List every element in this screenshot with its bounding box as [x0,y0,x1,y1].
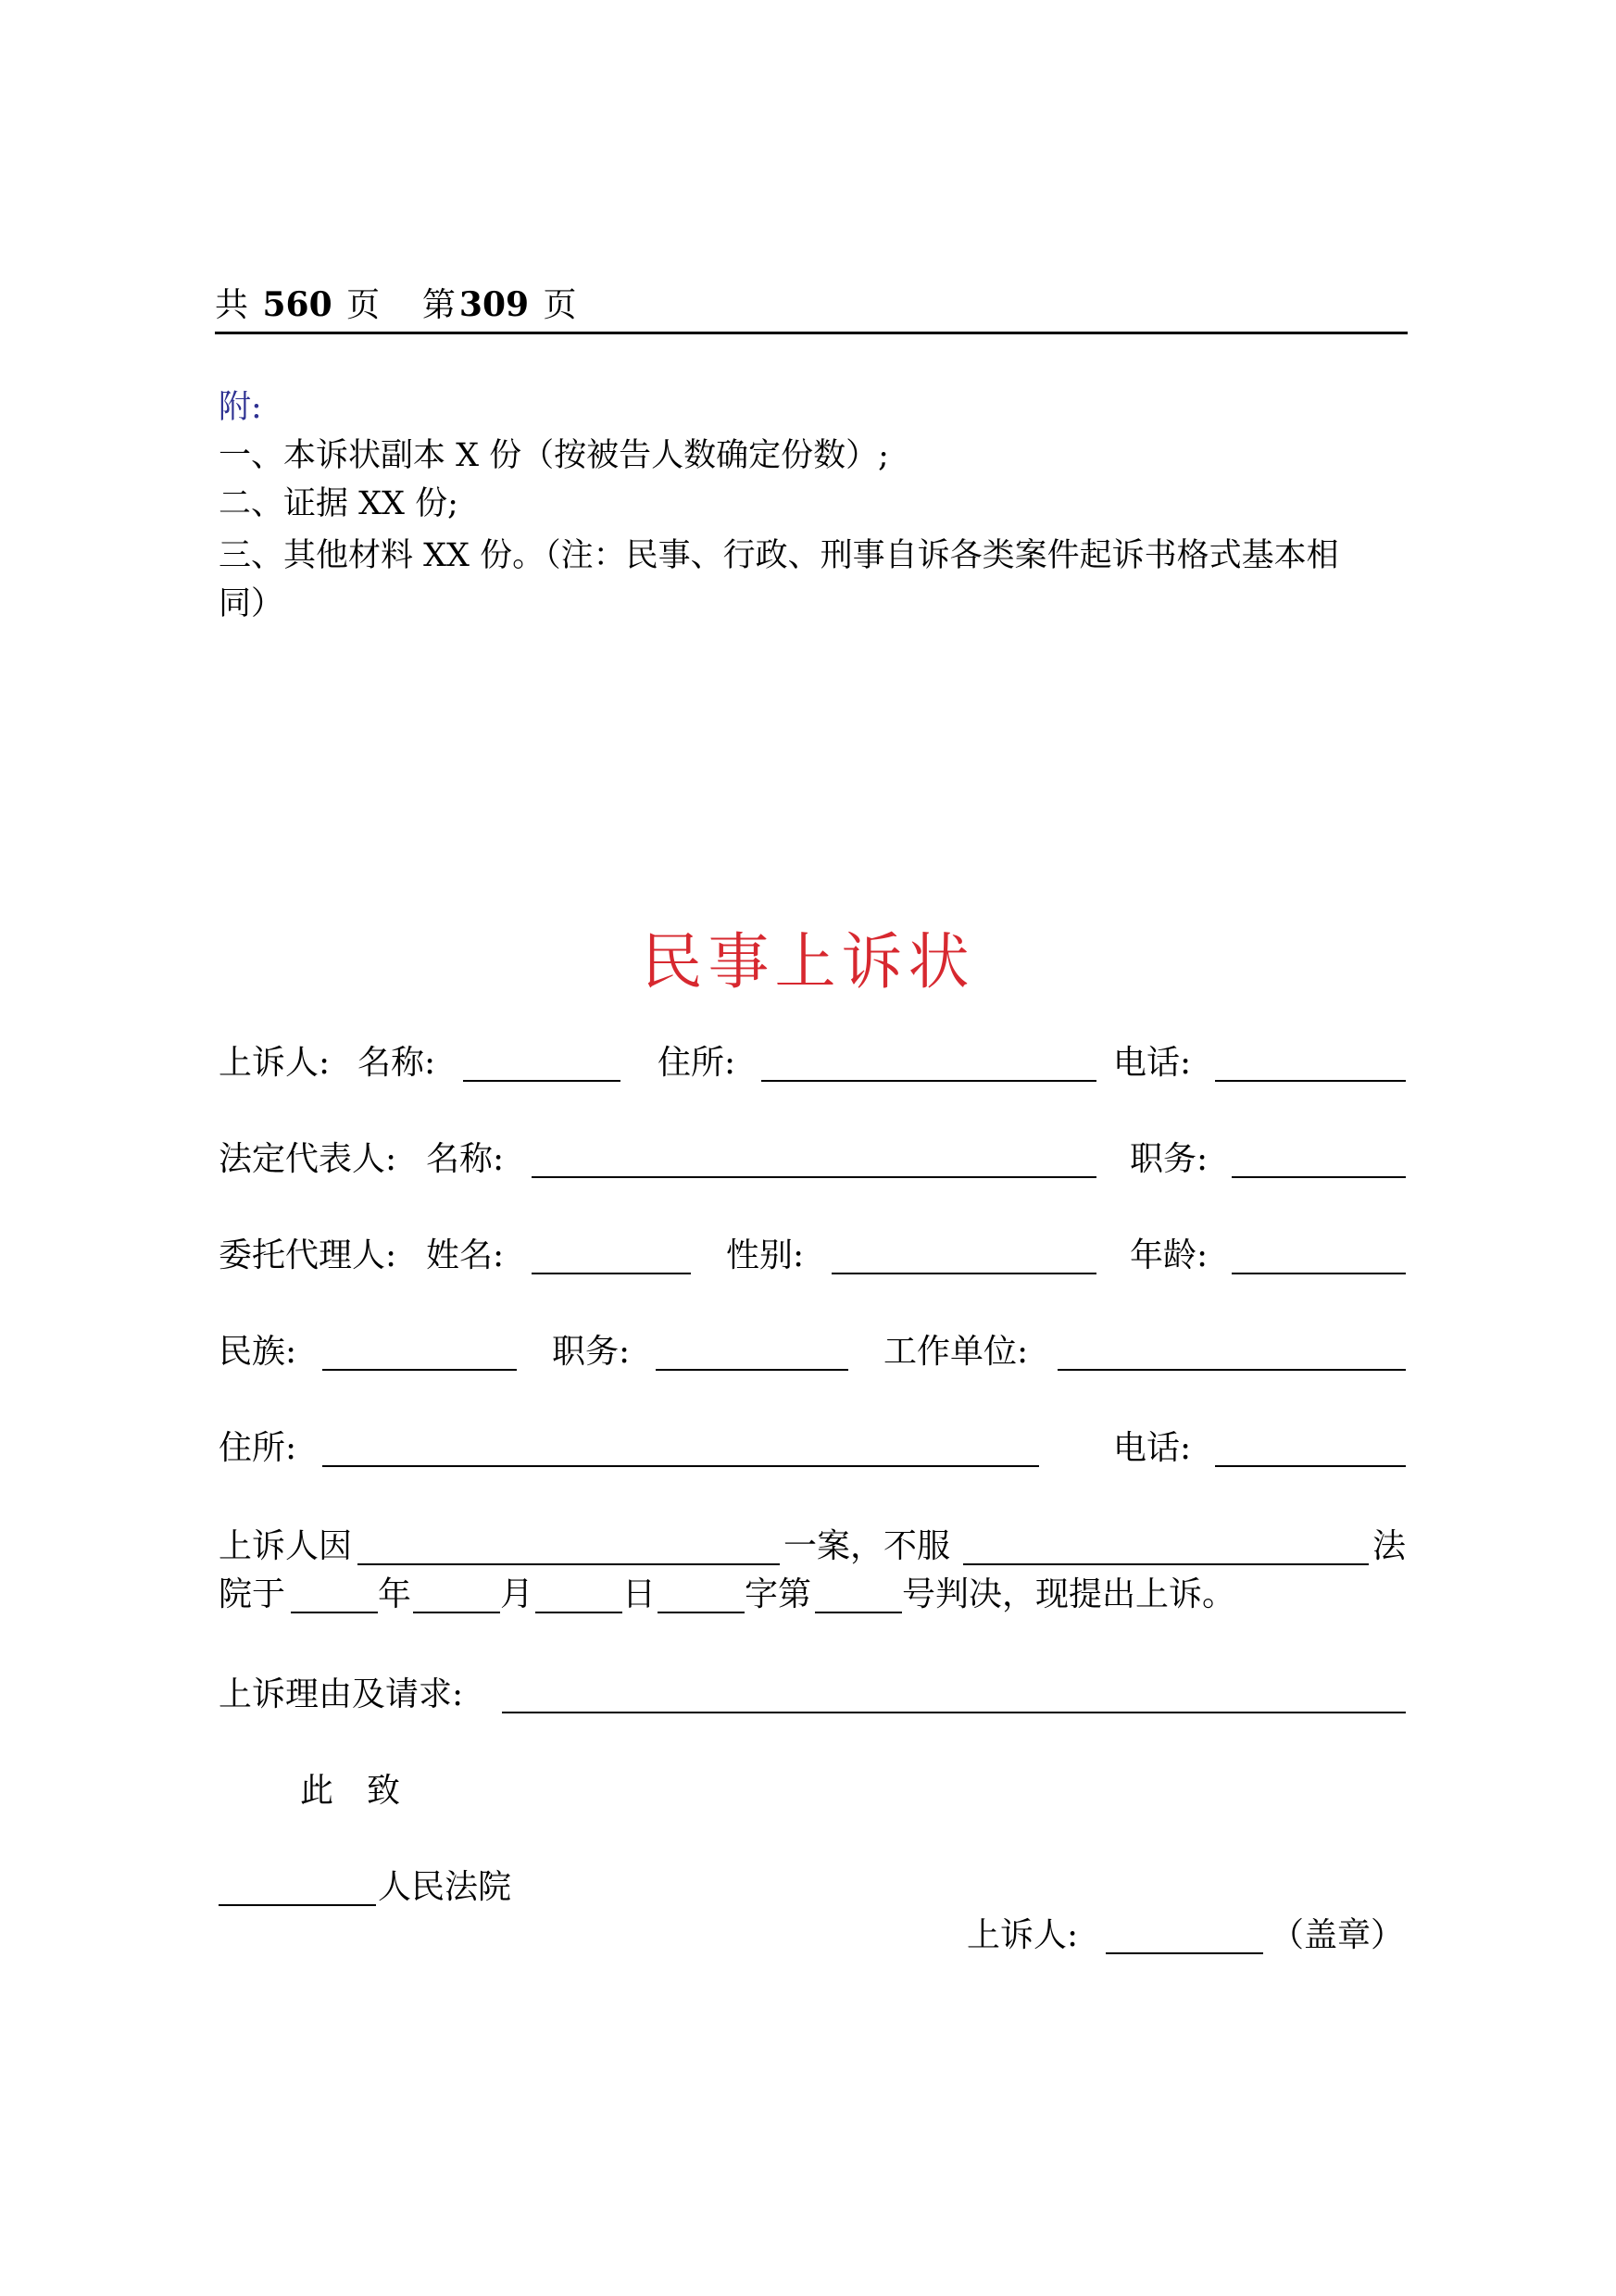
agent-work-unit-blank[interactable] [1058,1369,1406,1371]
salutation: 此 致 [300,1772,401,1810]
agent-phone-label: 电话: [1113,1429,1192,1467]
appellant-address-blank[interactable] [761,1080,1096,1082]
month-blank[interactable] [413,1612,500,1613]
annex-line-2: 二、证据 XX 份; [219,485,458,522]
seal-label: （盖章） [1271,1916,1405,1954]
court-name-blank[interactable] [219,1904,376,1906]
annex-line-3: 三、其他材料 XX 份。（注：民事、行政、刑事自诉各类案件起诉书格式基本相 [219,537,1339,574]
case-prefix: 上诉人因 [219,1527,353,1565]
year-label: 年 [378,1575,412,1613]
case-row [219,1519,1408,1575]
judgment-row [219,1567,1408,1623]
day-blank[interactable] [535,1612,622,1613]
agent-ethnicity-blank[interactable] [322,1369,517,1371]
judgment-end: 号判决，现提出上诉。 [902,1575,1236,1613]
reasons-label: 上诉理由及请求: [219,1675,464,1713]
total-pages: 560 [262,285,332,324]
annex-label: 附: [219,389,262,426]
ethnicity-label: 民族: [219,1333,297,1371]
agent-detail-row [219,1324,1408,1380]
legal-rep-name-label: 名称: [426,1140,505,1178]
agent-phone-blank[interactable] [1215,1465,1406,1467]
agent-label: 委托代理人: [219,1236,397,1274]
reasons-row [219,1667,1408,1723]
appellant-name-blank[interactable] [463,1080,620,1082]
address-label: 住所: [658,1044,736,1082]
zi-blank[interactable] [658,1612,745,1613]
legal-rep-position-label: 职务: [1130,1140,1209,1178]
gender-label: 性别: [726,1236,805,1274]
court-label: 人民法院 [378,1868,512,1906]
original-court-blank[interactable] [963,1563,1369,1565]
current-suffix: 页 [543,286,577,324]
court-char: 法 [1372,1527,1407,1565]
line2-start: 院于 [219,1575,286,1613]
work-unit-label: 工作单位: [883,1333,1029,1371]
legal-rep-label: 法定代表人: [219,1140,397,1178]
age-label: 年龄: [1130,1236,1209,1274]
annex-line-4: 同） [219,585,284,622]
agent-row [219,1228,1408,1284]
current-prefix: 第 [421,286,456,324]
case-mid: 一案，不服 [783,1527,951,1565]
legal-rep-position-blank[interactable] [1232,1176,1406,1178]
zi-di-label: 字第 [745,1575,812,1613]
phone-label: 电话: [1113,1044,1192,1082]
agent-address-row [219,1421,1408,1476]
appellant-phone-blank[interactable] [1215,1080,1406,1082]
agent-address-blank[interactable] [322,1465,1039,1467]
appellant-label: 上诉人: [219,1044,331,1082]
salutation-row [219,1763,1408,1819]
month-label: 月 [500,1575,534,1613]
agent-name-label: 姓名: [426,1236,505,1274]
total-prefix: 共 [215,286,249,324]
signature-blank[interactable] [1106,1952,1263,1954]
agent-address-label: 住所: [219,1429,297,1467]
signature-row [219,1908,1408,1964]
signature-label: 上诉人: [967,1916,1079,1954]
year-blank[interactable] [291,1612,378,1613]
agent-position-label: 职务: [552,1333,631,1371]
current-page: 309 [458,285,530,324]
agent-position-blank[interactable] [656,1369,848,1371]
document-title: 民事上诉状 [641,926,975,997]
reasons-blank[interactable] [502,1712,1406,1713]
agent-gender-blank[interactable] [832,1273,1096,1274]
agent-name-blank[interactable] [532,1273,691,1274]
total-suffix: 页 [346,286,381,324]
name-label: 名称: [357,1044,436,1082]
page-header [215,278,1408,334]
annex-line-1: 一、本诉状副本 X 份（按被告人数确定份数）; [219,437,889,474]
court-row [219,1860,1408,1915]
legal-rep-row [219,1132,1408,1187]
day-label: 日 [622,1575,657,1613]
appellant-row [219,1035,1408,1091]
legal-rep-name-blank[interactable] [532,1176,1096,1178]
agent-age-blank[interactable] [1232,1273,1406,1274]
case-name-blank[interactable] [357,1563,780,1565]
number-blank[interactable] [815,1612,902,1613]
